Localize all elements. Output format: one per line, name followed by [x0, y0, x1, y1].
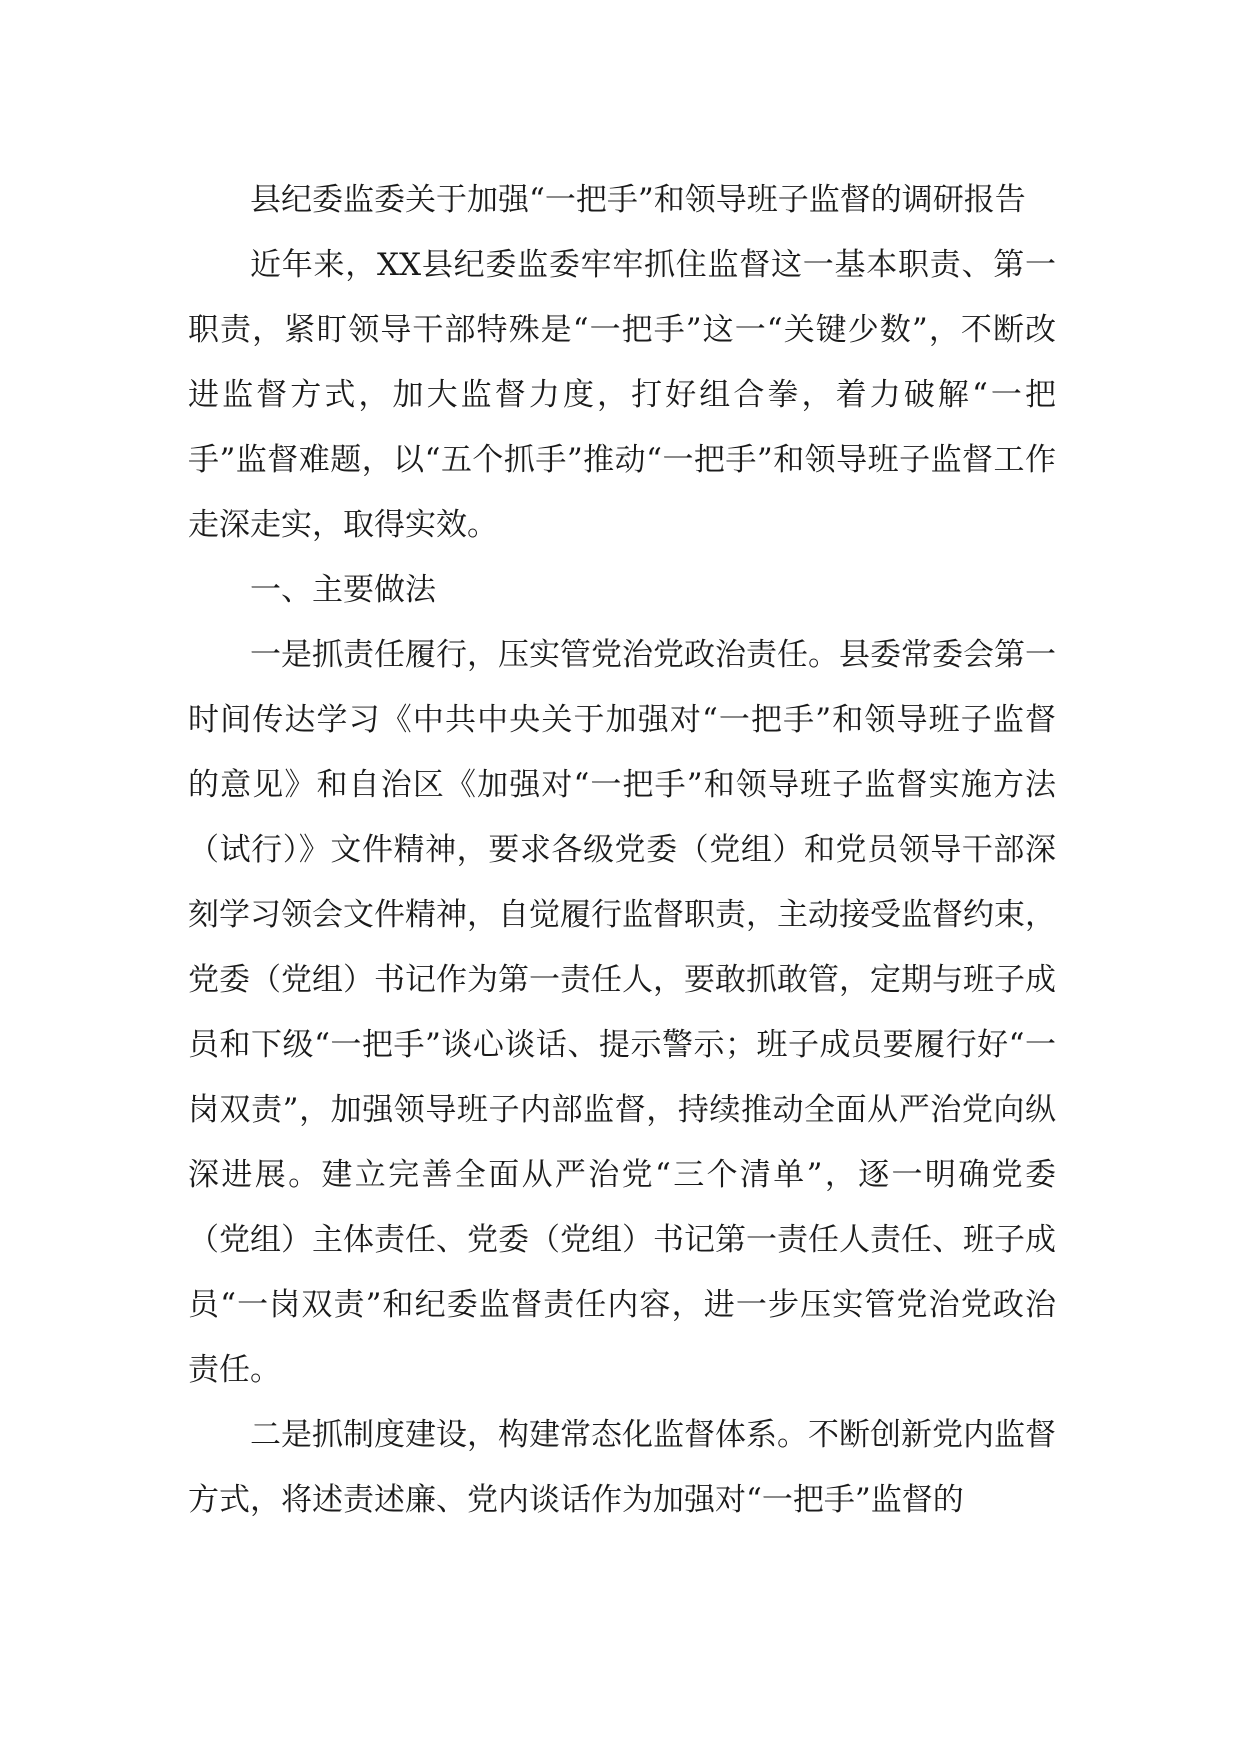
paragraph-1: 一是抓责任履行，压实管党治党政治责任。县委常委会第一时间传达学习《中共中央关于加强对“一把手”和领导班子监督的意见》和自治区《加强对“一把手”和领导班子监督实施方法（试行）》文件精神，要求各级党委（党组）和党员领导干部深刻学习领会文件精神，自觉履行监督职责，主动接受监督约束，党委（党组）书记作为第一责任人，要敢抓敢管，定期与班子成员和下级“一把手”谈心谈话、提示警示；班子成员要履行好“一岗双责”，加强领导班子内部监督，持续推动全面从严治党向纵深进展。建立完善全面从严治党“三个清单”，逐一明确党委（党组）主体责任、党委（党组）书记第一责任人责任、班子成员“一岗双责”和纪委监督责任内容，进一步压实管党治党政治责任。: [188, 637, 1056, 1388]
section-heading: 一、主要做法: [250, 572, 436, 608]
paragraph-2: 二是抓制度建设，构建常态化监督体系。不断创新党内监督方式，将述责述廉、党内谈话作为加强对“一把手”监督的: [188, 1417, 1056, 1518]
document-page: [188, 168, 1056, 1533]
paragraph-intro: 近年来，XX县纪委监委牢牢抓住监督这一基本职责、第一职责，紧盯领导干部特殊是“一把手”这一“关键少数”，不断改进监督方式，加大监督力度，打好组合拳，着力破解“一把手”监督难题，以“五个抓手”推动“一把手”和领导班子监督工作走深走实，取得实效。: [188, 247, 1056, 543]
document-title: 县纪委监委关于加强“一把手”和领导班子监督的调研报告: [250, 182, 1026, 218]
